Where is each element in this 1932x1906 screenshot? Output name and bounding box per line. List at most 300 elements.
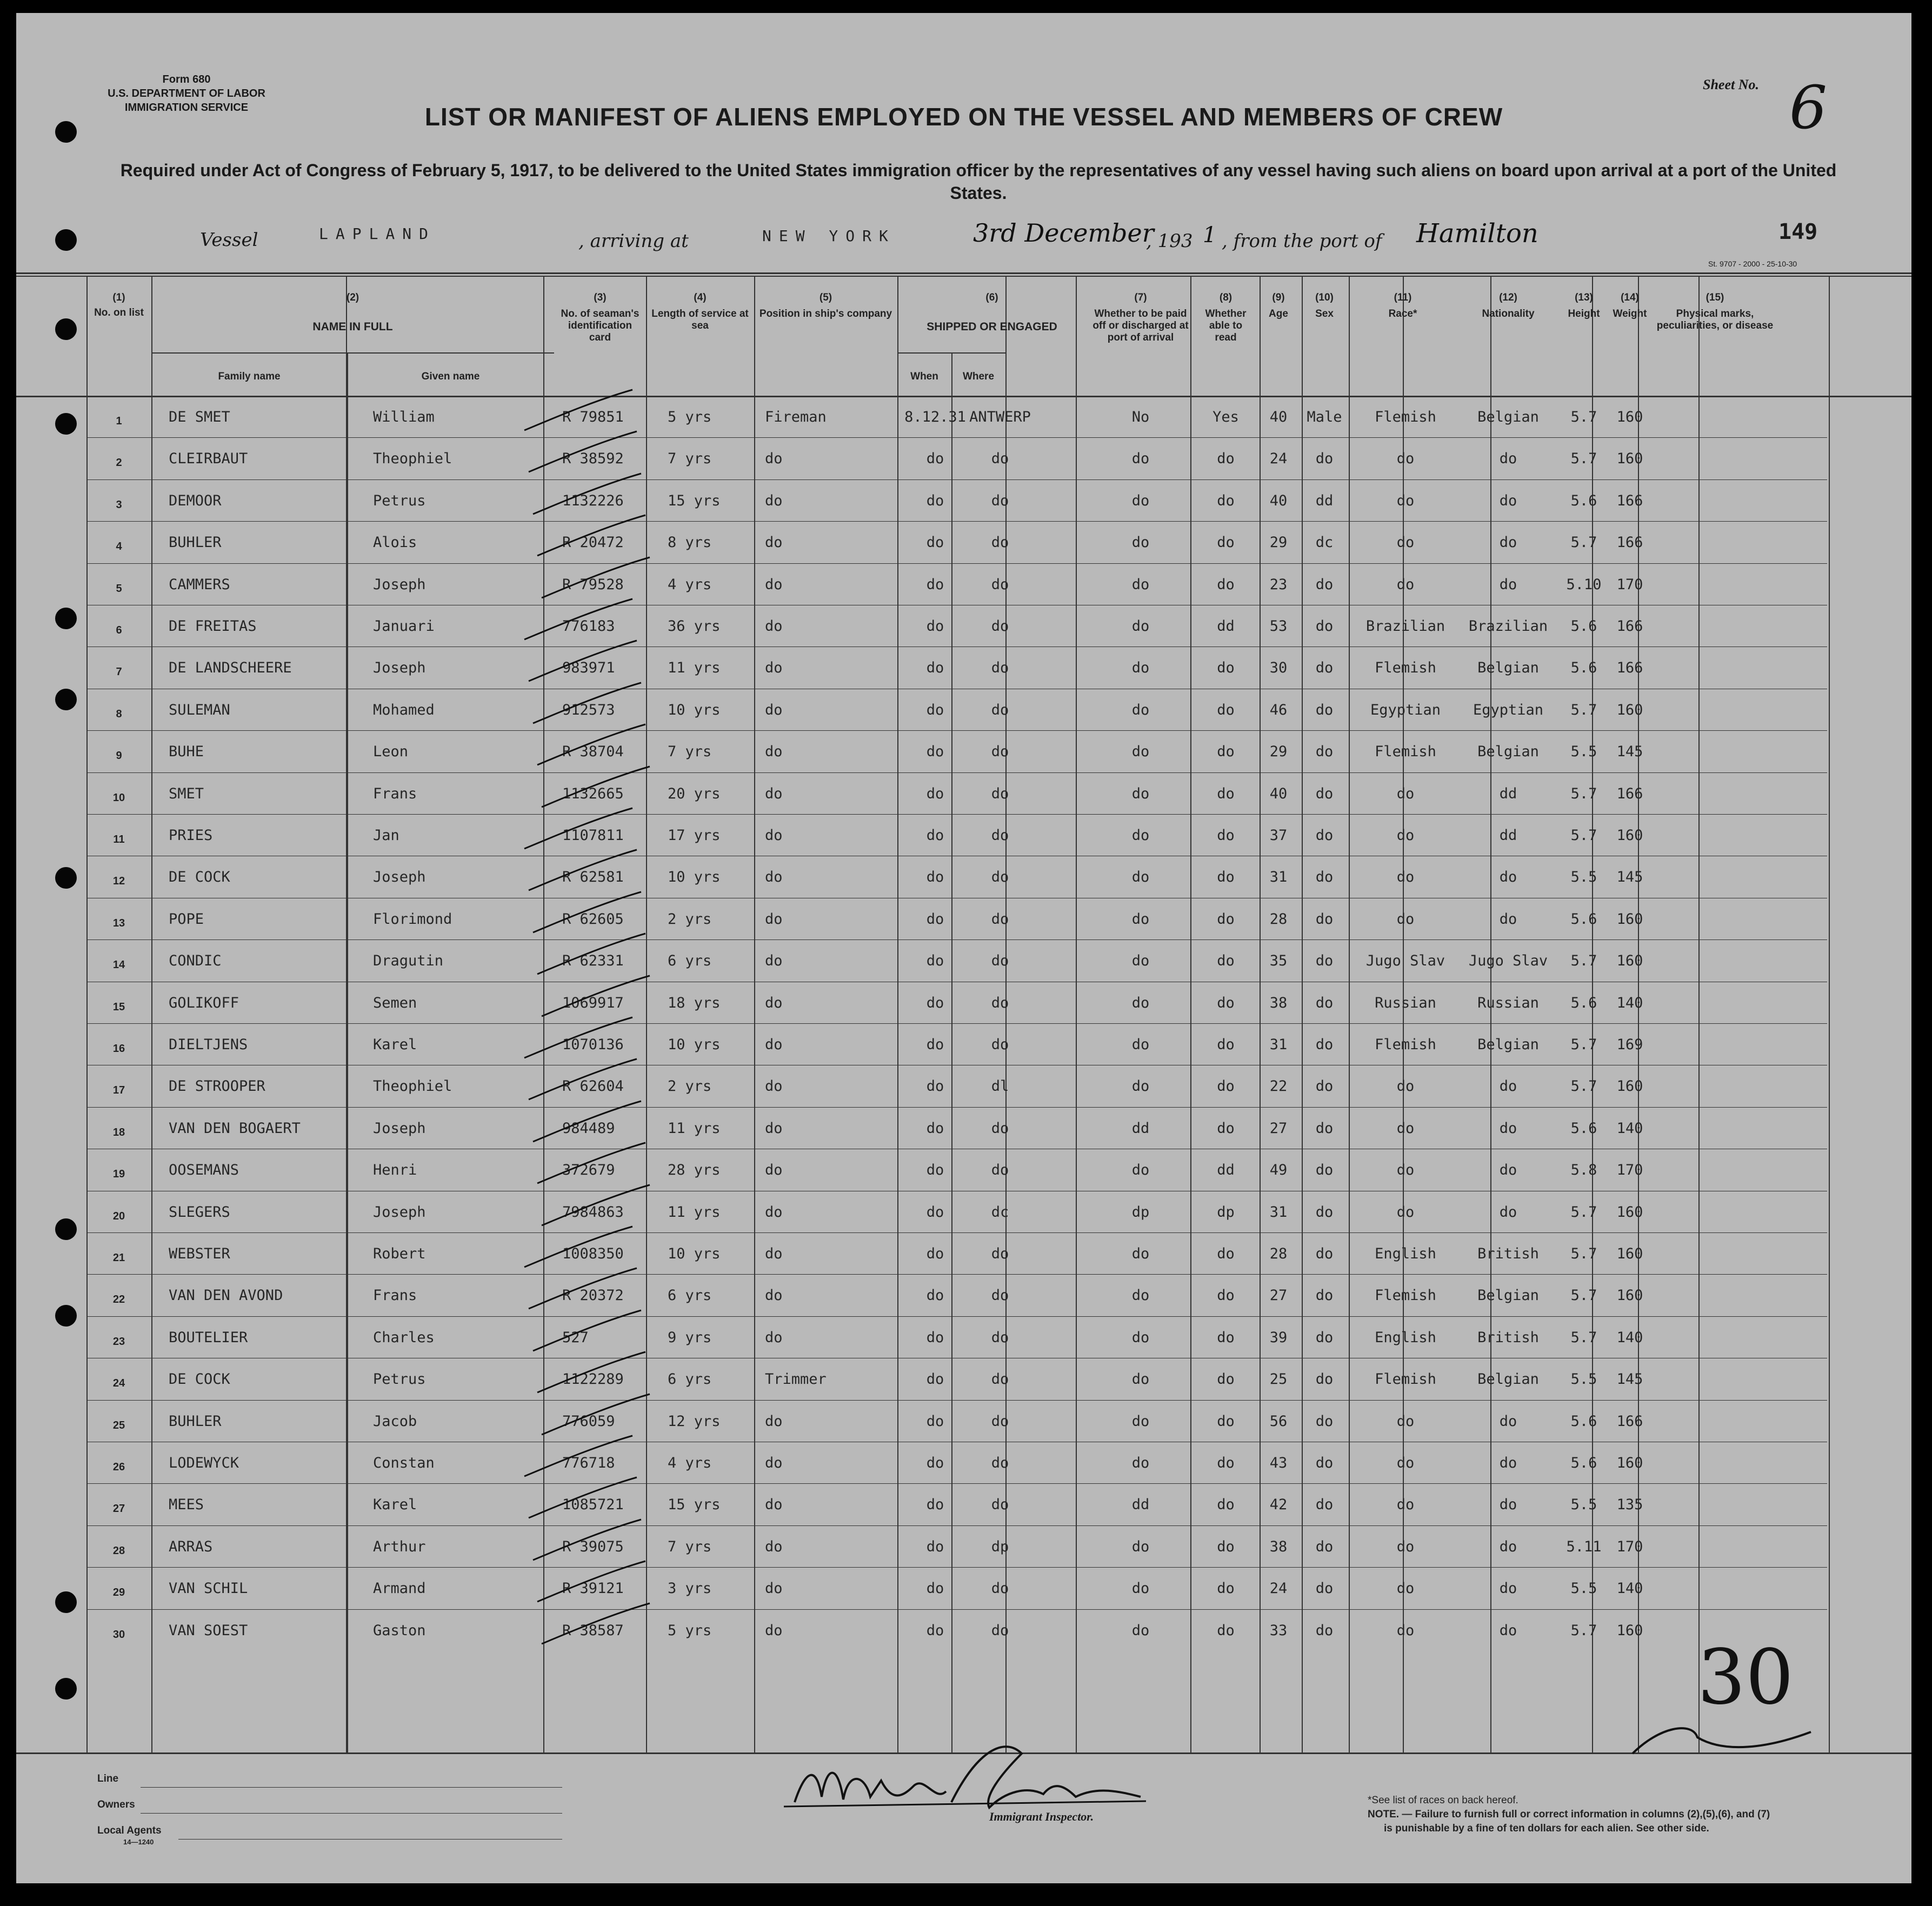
cell-read: do bbox=[1217, 1036, 1235, 1053]
cell-where: do bbox=[991, 827, 1009, 844]
cell-age: 31 bbox=[1269, 1036, 1288, 1053]
cell-height: 5.6 bbox=[1570, 995, 1597, 1011]
cell-paid: dp bbox=[1131, 1204, 1150, 1221]
cell-card: R 62604 bbox=[562, 1078, 624, 1095]
cell-sex: do bbox=[1315, 1371, 1334, 1388]
cell-position: do bbox=[765, 1329, 783, 1346]
cell-age: 53 bbox=[1269, 618, 1288, 635]
cell-height: 5.5 bbox=[1570, 743, 1597, 760]
cell-height: 5.7 bbox=[1570, 952, 1597, 969]
cell-family: VAN DEN AVOND bbox=[169, 1287, 283, 1304]
cell-when: do bbox=[926, 1078, 944, 1095]
cell-sex: do bbox=[1315, 618, 1334, 635]
cell-sex: do bbox=[1315, 1120, 1334, 1137]
cell-paid: do bbox=[1131, 1329, 1150, 1346]
cell-where: do bbox=[991, 743, 1009, 760]
cell-given: Joseph bbox=[373, 659, 426, 676]
cell-service: 11 yrs bbox=[668, 1120, 721, 1137]
cell-card: 984489 bbox=[562, 1120, 615, 1137]
cell-age: 56 bbox=[1269, 1413, 1288, 1430]
row-number: 15 bbox=[112, 1001, 125, 1013]
column-number: (6) bbox=[985, 292, 998, 303]
cell-sex: do bbox=[1315, 952, 1334, 969]
column-number: (4) bbox=[694, 292, 707, 303]
cell-race: do bbox=[1396, 1455, 1415, 1471]
cell-race: do bbox=[1396, 827, 1415, 844]
cell-sex: Male bbox=[1307, 409, 1342, 425]
cell-race: do bbox=[1396, 1622, 1415, 1639]
cell-family: CONDIC bbox=[169, 952, 222, 969]
cell-nat: dd bbox=[1499, 785, 1517, 802]
cell-service: 15 yrs bbox=[668, 1496, 721, 1513]
check-mark bbox=[532, 1140, 651, 1189]
row-number: 26 bbox=[112, 1461, 125, 1473]
cell-read: Yes bbox=[1213, 409, 1239, 425]
cell-race: English bbox=[1375, 1329, 1436, 1346]
cell-family: VAN SOEST bbox=[169, 1622, 248, 1639]
cell-race: Flemish bbox=[1375, 409, 1436, 425]
cell-when: do bbox=[926, 450, 944, 467]
cell-read: do bbox=[1217, 1622, 1235, 1639]
column-number: (2) bbox=[346, 292, 359, 303]
column-header-c9: Age bbox=[1269, 308, 1288, 319]
cell-where: dc bbox=[991, 1204, 1009, 1221]
cell-position: do bbox=[765, 1413, 783, 1430]
cell-position: do bbox=[765, 743, 783, 760]
cell-given: Frans bbox=[373, 1287, 417, 1304]
cell-where: do bbox=[991, 785, 1009, 802]
cell-given: William bbox=[373, 409, 435, 425]
inspector-signature bbox=[773, 1732, 1151, 1829]
row-number: 23 bbox=[112, 1336, 125, 1348]
cell-read: do bbox=[1217, 1329, 1235, 1346]
cell-when: do bbox=[926, 702, 944, 718]
cell-read: do bbox=[1217, 1496, 1235, 1513]
cell-paid: do bbox=[1131, 576, 1150, 593]
cell-card: 1085721 bbox=[562, 1496, 624, 1513]
cell-race: do bbox=[1396, 1120, 1415, 1137]
arrival-date: 3rd December bbox=[973, 218, 1154, 248]
cell-where: do bbox=[991, 1413, 1009, 1430]
footer-line-label: Line bbox=[97, 1773, 119, 1784]
cell-position: do bbox=[765, 618, 783, 635]
cell-weight: 166 bbox=[1616, 785, 1643, 802]
cell-age: 40 bbox=[1269, 409, 1288, 425]
cell-card: 527 bbox=[562, 1329, 589, 1346]
cell-nat: do bbox=[1499, 1580, 1517, 1597]
cell-service: 6 yrs bbox=[668, 1371, 712, 1388]
check-mark bbox=[523, 638, 642, 687]
cell-age: 28 bbox=[1269, 1245, 1288, 1262]
cell-where: do bbox=[991, 1455, 1009, 1471]
cell-when: do bbox=[926, 1036, 944, 1053]
cell-position: do bbox=[765, 492, 783, 509]
cell-age: 25 bbox=[1269, 1371, 1288, 1388]
cell-when: do bbox=[926, 1455, 944, 1471]
cell-height: 5.5 bbox=[1570, 1496, 1597, 1513]
cell-race: Flemish bbox=[1375, 1287, 1436, 1304]
row-number: 3 bbox=[116, 499, 122, 511]
cell-race: do bbox=[1396, 1078, 1415, 1095]
cell-given: Joseph bbox=[373, 576, 426, 593]
column-number: (11) bbox=[1394, 292, 1412, 303]
when-header: When bbox=[910, 371, 938, 382]
cell-paid: do bbox=[1131, 1538, 1150, 1555]
cell-given: Robert bbox=[373, 1245, 426, 1262]
cell-race: Flemish bbox=[1375, 1371, 1436, 1388]
column-number: (5) bbox=[819, 292, 832, 303]
row-number: 18 bbox=[112, 1127, 125, 1138]
cell-read: do bbox=[1217, 952, 1235, 969]
cell-position: do bbox=[765, 1622, 783, 1639]
cell-nat: Belgian bbox=[1477, 1371, 1539, 1388]
cell-paid: do bbox=[1131, 1371, 1150, 1388]
row-number: 2 bbox=[116, 457, 122, 469]
cell-position: do bbox=[765, 995, 783, 1011]
cell-paid: No bbox=[1131, 409, 1150, 425]
cell-height: 5.5 bbox=[1570, 1580, 1597, 1597]
cell-paid: do bbox=[1131, 659, 1150, 676]
cell-age: 27 bbox=[1269, 1287, 1288, 1304]
cell-sex: dc bbox=[1315, 534, 1334, 551]
cell-nat: Russian bbox=[1477, 995, 1539, 1011]
page-number: 149 bbox=[1778, 219, 1818, 244]
column-rule bbox=[1349, 276, 1350, 1752]
cell-nat: do bbox=[1499, 1455, 1517, 1471]
cell-given: Arthur bbox=[373, 1538, 426, 1555]
row-number: 9 bbox=[116, 750, 122, 762]
row-number: 8 bbox=[116, 708, 122, 720]
row-number: 7 bbox=[116, 666, 122, 678]
cell-when: do bbox=[926, 1538, 944, 1555]
cell-read: dd bbox=[1217, 618, 1235, 635]
cell-family: CLEIRBAUT bbox=[169, 450, 248, 467]
cell-family: BUHLER bbox=[169, 534, 222, 551]
race-note: *See list of races on back hereof. bbox=[1368, 1795, 1518, 1806]
cell-sex: do bbox=[1315, 743, 1334, 760]
cell-family: DE COCK bbox=[169, 1371, 230, 1388]
cell-service: 18 yrs bbox=[668, 995, 721, 1011]
column-rule bbox=[754, 276, 755, 1752]
cell-read: do bbox=[1217, 995, 1235, 1011]
year-label: , 193 bbox=[1146, 230, 1193, 252]
cell-when: do bbox=[926, 534, 944, 551]
cell-nat: do bbox=[1499, 1162, 1517, 1178]
column-rule bbox=[151, 276, 152, 1752]
cell-service: 36 yrs bbox=[668, 618, 721, 635]
cell-given: Florimond bbox=[373, 911, 452, 928]
cell-service: 12 yrs bbox=[668, 1413, 721, 1430]
cell-weight: 145 bbox=[1616, 743, 1643, 760]
cell-age: 29 bbox=[1269, 743, 1288, 760]
cell-age: 28 bbox=[1269, 911, 1288, 928]
year-digit: 1 bbox=[1203, 223, 1217, 248]
cell-read: do bbox=[1217, 1455, 1235, 1471]
cell-where: dp bbox=[991, 1538, 1009, 1555]
cell-age: 39 bbox=[1269, 1329, 1288, 1346]
column-number: (14) bbox=[1621, 292, 1639, 303]
service: IMMIGRATION SERVICE bbox=[124, 102, 249, 114]
cell-card: R 39075 bbox=[562, 1538, 624, 1555]
row-number: 10 bbox=[112, 792, 125, 804]
cell-weight: 166 bbox=[1616, 534, 1643, 551]
cell-position: do bbox=[765, 450, 783, 467]
cell-race: Russian bbox=[1375, 995, 1436, 1011]
cell-given: Januari bbox=[373, 618, 435, 635]
cell-nat: Belgian bbox=[1477, 743, 1539, 760]
cell-sex: do bbox=[1315, 1538, 1334, 1555]
cell-paid: dd bbox=[1131, 1496, 1150, 1513]
cell-service: 4 yrs bbox=[668, 1455, 712, 1471]
cell-when: 8.12.31 bbox=[904, 409, 966, 425]
cell-family: DE STROOPER bbox=[169, 1078, 265, 1095]
cell-where: do bbox=[991, 1580, 1009, 1597]
cell-service: 10 yrs bbox=[668, 869, 721, 885]
cell-height: 5.11 bbox=[1566, 1538, 1602, 1555]
cell-race: do bbox=[1396, 1538, 1415, 1555]
cell-position: do bbox=[765, 1162, 783, 1178]
cell-paid: do bbox=[1131, 1622, 1150, 1639]
cell-read: do bbox=[1217, 1538, 1235, 1555]
cell-card: R 79528 bbox=[562, 576, 624, 593]
cell-nat: do bbox=[1499, 1204, 1517, 1221]
cell-paid: do bbox=[1131, 1078, 1150, 1095]
cell-weight: 160 bbox=[1616, 1455, 1643, 1471]
cell-age: 22 bbox=[1269, 1078, 1288, 1095]
cell-read: do bbox=[1217, 1580, 1235, 1597]
column-header-c10: Sex bbox=[1315, 308, 1334, 319]
cell-sex: do bbox=[1315, 1245, 1334, 1262]
column-header-c7: Whether to be paid off or discharged at port of arrival bbox=[1092, 308, 1189, 343]
column-number: (1) bbox=[112, 292, 125, 303]
cell-height: 5.10 bbox=[1566, 576, 1602, 593]
cell-when: do bbox=[926, 1496, 944, 1513]
cell-race: Flemish bbox=[1375, 743, 1436, 760]
cell-card: 7984863 bbox=[562, 1204, 624, 1221]
cell-family: MEES bbox=[169, 1496, 204, 1513]
column-number: (15) bbox=[1706, 292, 1724, 303]
table-top-rule-inner bbox=[16, 276, 1911, 277]
cell-sex: do bbox=[1315, 576, 1334, 593]
crew-table bbox=[16, 13, 1911, 1883]
cell-given: Armand bbox=[373, 1580, 426, 1597]
cell-weight: 160 bbox=[1616, 1622, 1643, 1639]
cell-read: do bbox=[1217, 534, 1235, 551]
cell-read: do bbox=[1217, 1371, 1235, 1388]
cell-where: dl bbox=[991, 1078, 1009, 1095]
cell-service: 11 yrs bbox=[668, 659, 721, 676]
cell-card: 1008350 bbox=[562, 1245, 624, 1262]
cell-position: do bbox=[765, 1245, 783, 1262]
cell-position: do bbox=[765, 869, 783, 885]
cell-nat: Belgian bbox=[1477, 659, 1539, 676]
cell-age: 38 bbox=[1269, 995, 1288, 1011]
cell-race: do bbox=[1396, 1496, 1415, 1513]
cell-card: R 39121 bbox=[562, 1580, 624, 1597]
name-subheader-rule bbox=[151, 352, 554, 354]
cell-sex: dd bbox=[1315, 492, 1334, 509]
check-mark bbox=[532, 512, 651, 561]
cell-service: 28 yrs bbox=[668, 1162, 721, 1178]
cell-family: DE SMET bbox=[169, 409, 230, 425]
cell-race: do bbox=[1396, 492, 1415, 509]
cell-given: Jan bbox=[373, 827, 399, 844]
cell-card: 1122289 bbox=[562, 1371, 624, 1388]
cell-position: do bbox=[765, 785, 783, 802]
cell-service: 15 yrs bbox=[668, 492, 721, 509]
column-header-c5: Position in ship's company bbox=[759, 308, 892, 319]
cell-position: do bbox=[765, 952, 783, 969]
arriving-label: , arriving at bbox=[578, 230, 689, 252]
cell-nat: do bbox=[1499, 1538, 1517, 1555]
cell-service: 11 yrs bbox=[668, 1204, 721, 1221]
cell-sex: do bbox=[1315, 911, 1334, 928]
cell-where: do bbox=[991, 1371, 1009, 1388]
column-header-c15: Physical marks, peculiarities, or disease bbox=[1656, 308, 1774, 331]
cell-card: R 62581 bbox=[562, 869, 624, 885]
cell-when: do bbox=[926, 1287, 944, 1304]
cell-height: 5.6 bbox=[1570, 492, 1597, 509]
row-number: 5 bbox=[116, 583, 122, 595]
cell-position: do bbox=[765, 1120, 783, 1137]
cell-family: BUHE bbox=[169, 743, 204, 760]
cell-age: 40 bbox=[1269, 492, 1288, 509]
cell-service: 6 yrs bbox=[668, 952, 712, 969]
row-number: 22 bbox=[112, 1294, 125, 1305]
cell-weight: 166 bbox=[1616, 492, 1643, 509]
cell-family: DIELTJENS bbox=[169, 1036, 248, 1053]
row-number: 28 bbox=[112, 1545, 125, 1557]
cell-nat: Brazilian bbox=[1468, 618, 1548, 635]
cell-sex: do bbox=[1315, 1287, 1334, 1304]
cell-service: 2 yrs bbox=[668, 911, 712, 928]
cell-card: 1107811 bbox=[562, 827, 624, 844]
cell-where: do bbox=[991, 1245, 1009, 1262]
cell-weight: 166 bbox=[1616, 1413, 1643, 1430]
cell-paid: do bbox=[1131, 492, 1150, 509]
cell-paid: do bbox=[1131, 1287, 1150, 1304]
cell-sex: do bbox=[1315, 1162, 1334, 1178]
cell-age: 31 bbox=[1269, 1204, 1288, 1221]
cell-when: do bbox=[926, 1120, 944, 1137]
column-number: (10) bbox=[1315, 292, 1334, 303]
cell-nat: do bbox=[1499, 1413, 1517, 1430]
cell-service: 5 yrs bbox=[668, 409, 712, 425]
cell-paid: do bbox=[1131, 450, 1150, 467]
cell-weight: 169 bbox=[1616, 1036, 1643, 1053]
row-number: 4 bbox=[116, 541, 122, 552]
cell-when: do bbox=[926, 1580, 944, 1597]
cell-race: do bbox=[1396, 1162, 1415, 1178]
row-number: 11 bbox=[113, 834, 125, 845]
cell-height: 5.7 bbox=[1570, 1287, 1597, 1304]
row-number: 20 bbox=[112, 1210, 125, 1222]
cell-position: do bbox=[765, 827, 783, 844]
cell-given: Henri bbox=[373, 1162, 417, 1178]
cell-nat: Belgian bbox=[1477, 1287, 1539, 1304]
cell-height: 5.7 bbox=[1570, 1036, 1597, 1053]
from-port: Hamilton bbox=[1416, 218, 1538, 249]
cell-card: R 79851 bbox=[562, 409, 624, 425]
cell-paid: do bbox=[1131, 702, 1150, 718]
cell-weight: 170 bbox=[1616, 576, 1643, 593]
cell-family: CAMMERS bbox=[169, 576, 230, 593]
cell-height: 5.7 bbox=[1570, 827, 1597, 844]
cell-read: do bbox=[1217, 659, 1235, 676]
cell-paid: do bbox=[1131, 952, 1150, 969]
cell-weight: 160 bbox=[1616, 1245, 1643, 1262]
agents-rule bbox=[178, 1839, 562, 1840]
cell-position: do bbox=[765, 911, 783, 928]
cell-where: do bbox=[991, 534, 1009, 551]
cell-given: Theophiel bbox=[373, 450, 452, 467]
check-mark bbox=[523, 429, 642, 477]
cell-age: 27 bbox=[1269, 1120, 1288, 1137]
cell-weight: 160 bbox=[1616, 702, 1643, 718]
cell-position: do bbox=[765, 1538, 783, 1555]
cell-sex: do bbox=[1315, 995, 1334, 1011]
column-number: (3) bbox=[594, 292, 607, 303]
cell-family: OOSEMANS bbox=[169, 1162, 239, 1178]
cell-sex: do bbox=[1315, 785, 1334, 802]
cell-card: 912573 bbox=[562, 702, 615, 718]
cell-read: do bbox=[1217, 827, 1235, 844]
cell-age: 38 bbox=[1269, 1538, 1288, 1555]
column-header-c6: SHIPPED OR ENGAGED bbox=[927, 321, 1057, 333]
cell-height: 5.8 bbox=[1570, 1162, 1597, 1178]
cell-read: do bbox=[1217, 869, 1235, 885]
check-mark bbox=[532, 931, 651, 979]
column-header-c8: Whether able to read bbox=[1205, 308, 1247, 343]
cell-sex: do bbox=[1315, 1036, 1334, 1053]
cell-read: do bbox=[1217, 576, 1235, 593]
cell-service: 4 yrs bbox=[668, 576, 712, 593]
cell-position: do bbox=[765, 1204, 783, 1221]
cell-nat: do bbox=[1499, 450, 1517, 467]
cell-family: SLEGERS bbox=[169, 1204, 230, 1221]
cell-position: do bbox=[765, 576, 783, 593]
cell-sex: do bbox=[1315, 1204, 1334, 1221]
cell-given: Frans bbox=[373, 785, 417, 802]
cell-position: Fireman bbox=[765, 409, 827, 425]
row-number: 12 bbox=[112, 875, 125, 887]
cell-nat: do bbox=[1499, 1120, 1517, 1137]
cell-family: WEBSTER bbox=[169, 1245, 230, 1262]
cell-race: Egyptian bbox=[1370, 702, 1441, 718]
column-number: (7) bbox=[1134, 292, 1147, 303]
cell-when: do bbox=[926, 827, 944, 844]
cell-weight: 160 bbox=[1616, 911, 1643, 928]
cell-weight: 140 bbox=[1616, 1580, 1643, 1597]
cell-service: 8 yrs bbox=[668, 534, 712, 551]
cell-card: 1070136 bbox=[562, 1036, 624, 1053]
cell-paid: do bbox=[1131, 1245, 1150, 1262]
cell-card: 776183 bbox=[562, 618, 615, 635]
cell-when: do bbox=[926, 869, 944, 885]
cell-weight: 160 bbox=[1616, 1078, 1643, 1095]
sheet-number: 6 bbox=[1789, 73, 1827, 142]
cell-family: DEMOOR bbox=[169, 492, 222, 509]
check-mark bbox=[523, 1056, 642, 1105]
cell-race: do bbox=[1396, 534, 1415, 551]
cell-where: do bbox=[991, 659, 1009, 676]
cell-height: 5.7 bbox=[1570, 1329, 1597, 1346]
subcolumn-rule bbox=[347, 352, 348, 1752]
cell-where: do bbox=[991, 1162, 1009, 1178]
cell-weight: 170 bbox=[1616, 1538, 1643, 1555]
cell-where: do bbox=[991, 869, 1009, 885]
cell-when: do bbox=[926, 576, 944, 593]
